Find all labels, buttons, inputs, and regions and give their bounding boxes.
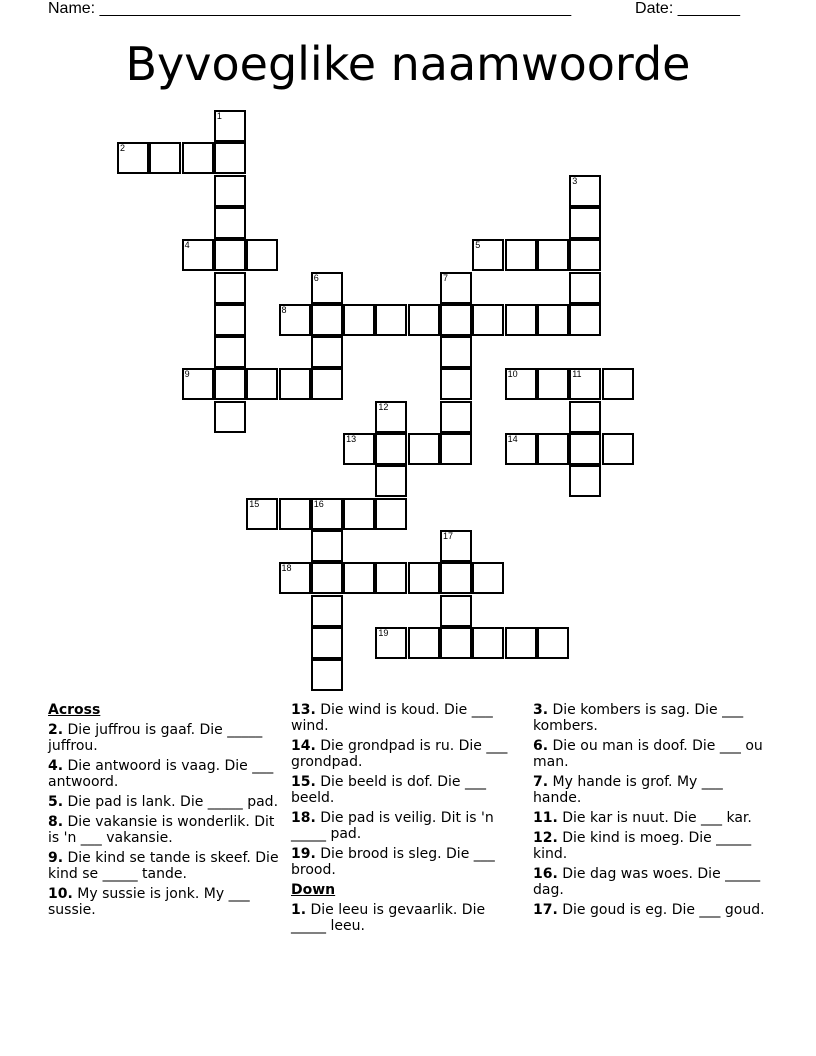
grid-cell[interactable]: [214, 142, 246, 174]
grid-cell[interactable]: [440, 433, 472, 465]
clue-number: 16: [313, 498, 324, 509]
grid-cell[interactable]: [569, 272, 601, 304]
grid-cell[interactable]: [440, 336, 472, 368]
grid-cell[interactable]: [602, 433, 634, 465]
clue-number: 2: [120, 143, 126, 154]
clue-number: 4: [184, 240, 190, 251]
grid-cell[interactable]: [569, 368, 601, 400]
grid-cell[interactable]: [408, 304, 440, 336]
clue-down-11: 11. Die kar is nuut. Die ___ kar.: [533, 810, 752, 826]
clues-column-3: [533, 702, 765, 922]
grid-cell[interactable]: [569, 207, 601, 239]
grid-cell[interactable]: [311, 272, 343, 304]
grid-cell[interactable]: [537, 433, 569, 465]
page-title: Byvoeglike naamwoorde: [125, 37, 691, 91]
clues-column-1: [48, 702, 280, 922]
grid-cell[interactable]: [246, 239, 278, 271]
grid-cell[interactable]: [505, 433, 537, 465]
grid-cell[interactable]: [505, 304, 537, 336]
grid-cell[interactable]: [182, 142, 214, 174]
clue-across-15: 15. Die beeld is dof. Die ___ beeld.: [291, 774, 486, 806]
grid-cell[interactable]: [602, 368, 634, 400]
grid-cell[interactable]: [311, 530, 343, 562]
grid-cell[interactable]: [117, 142, 149, 174]
grid-cell[interactable]: [440, 304, 472, 336]
clue-number: 13: [346, 434, 357, 444]
clues-column-2: [291, 702, 523, 938]
clue-number: 11: [572, 369, 582, 380]
clue-number: 12: [378, 401, 389, 412]
grid-cell[interactable]: [311, 595, 343, 627]
grid-cell[interactable]: [537, 368, 569, 400]
clue-number: 18: [281, 563, 292, 574]
grid-cell[interactable]: [440, 562, 472, 594]
grid-cell[interactable]: [375, 627, 407, 659]
grid-cell[interactable]: [214, 401, 246, 433]
grid-cell[interactable]: [569, 401, 601, 433]
clue-number: 10: [507, 369, 518, 380]
grid-cell[interactable]: [440, 272, 472, 304]
clue-across-14: 14. Die grondpad is ru. Die ___ grondpad.: [291, 738, 508, 770]
grid-cell[interactable]: [214, 304, 246, 336]
grid-cell[interactable]: [440, 595, 472, 627]
worksheet-header: [48, 0, 740, 20]
grid-cell[interactable]: [214, 207, 246, 239]
clue-down-7: 7. My hande is grof. My ___ hande.: [533, 774, 723, 806]
grid-cell[interactable]: [311, 627, 343, 659]
grid-cell[interactable]: [279, 562, 311, 594]
grid-cell[interactable]: [505, 368, 537, 400]
clue-down-6: 6. Die ou man is doof. Die ___ ou man.: [533, 738, 763, 770]
clue-across-5: 5. Die pad is lank. Die _____ pad.: [48, 794, 279, 810]
clue-number: 7: [443, 272, 449, 283]
grid-cell[interactable]: [279, 304, 311, 336]
clue-across-4: 4. Die antwoord is vaag. Die ___ antwoord.: [48, 758, 274, 790]
grid-cell[interactable]: [505, 627, 537, 659]
grid-cell[interactable]: [472, 304, 504, 336]
clue-number: 17: [443, 530, 454, 541]
clue-across-18: 18. Die pad is veilig. Dit is 'n _____ pad.: [291, 810, 494, 842]
grid-cell[interactable]: [214, 239, 246, 271]
grid-cell[interactable]: [440, 401, 472, 433]
grid-cell[interactable]: [246, 498, 278, 530]
clue-across-13: 13. Die wind is koud. Die ___ wind.: [291, 702, 493, 734]
grid-cell[interactable]: [569, 304, 601, 336]
grid-cell[interactable]: [569, 239, 601, 271]
grid-cell[interactable]: [375, 401, 407, 433]
clue-across-10: 10. My sussie is jonk. My ___ sussie.: [48, 886, 250, 918]
grid-cell[interactable]: [214, 368, 246, 400]
grid-cell[interactable]: [311, 498, 343, 530]
grid-cell[interactable]: [343, 562, 375, 594]
grid-cell[interactable]: [569, 433, 601, 465]
clue-across-8: 8. Die vakansie is wonderlik. Dit is 'n ___ vakansie.: [48, 814, 275, 846]
grid-cell[interactable]: [343, 498, 375, 530]
grid-cell[interactable]: [569, 465, 601, 497]
clue-across-2: 2. Die juffrou is gaaf. Die _____ juffrou.: [48, 722, 263, 754]
grid-cell[interactable]: [214, 272, 246, 304]
grid-cell[interactable]: [537, 304, 569, 336]
grid-cell[interactable]: [375, 433, 407, 465]
grid-cell[interactable]: [408, 562, 440, 594]
across-heading: Across: [48, 702, 101, 718]
clue-down-3: 3. Die kombers is sag. Die ___ kombers.: [533, 702, 744, 734]
grid-cell[interactable]: [440, 368, 472, 400]
date-line: Date: _______: [635, 0, 740, 17]
grid-cell[interactable]: [343, 304, 375, 336]
clue-number: 9: [184, 369, 190, 380]
grid-cell[interactable]: [472, 627, 504, 659]
grid-cell[interactable]: [472, 562, 504, 594]
name-line: Name: _____________________________________________________: [48, 0, 572, 17]
grid-cell[interactable]: [214, 175, 246, 207]
grid-cell[interactable]: [149, 142, 181, 174]
clue-number: 19: [378, 627, 389, 638]
grid-cell[interactable]: [343, 433, 375, 465]
grid-cell[interactable]: [537, 627, 569, 659]
clue-down-17: 17. Die goud is eg. Die ___ goud.: [533, 902, 765, 918]
grid-cell[interactable]: [375, 562, 407, 594]
grid-cell[interactable]: [279, 368, 311, 400]
grid-cell[interactable]: [311, 562, 343, 594]
grid-cell[interactable]: [569, 175, 601, 207]
grid-cell[interactable]: [408, 433, 440, 465]
grid-cell[interactable]: [182, 239, 214, 271]
grid-cell[interactable]: [537, 239, 569, 271]
down-heading: Down: [291, 882, 336, 898]
grid-cell[interactable]: [408, 627, 440, 659]
clue-number: 5: [475, 240, 481, 251]
grid-cell[interactable]: [440, 627, 472, 659]
clue-number: 14: [507, 434, 518, 444]
grid-cell[interactable]: [214, 110, 246, 142]
grid-cell[interactable]: [472, 239, 504, 271]
clue-number: 6: [313, 272, 319, 283]
grid-cell[interactable]: [311, 368, 343, 400]
grid-cell[interactable]: [182, 368, 214, 400]
clue-number: 3: [572, 175, 578, 186]
clue-across-9: 9. Die kind se tande is skeef. Die kind se _____ tande.: [48, 850, 279, 882]
grid-cell[interactable]: [375, 498, 407, 530]
grid-cell[interactable]: [214, 336, 246, 368]
grid-cell[interactable]: [505, 239, 537, 271]
grid-cell[interactable]: [440, 530, 472, 562]
grid-cell[interactable]: [311, 336, 343, 368]
clue-down-16: 16. Die dag was woes. Die _____ dag.: [533, 866, 761, 898]
grid-cell[interactable]: [311, 304, 343, 336]
clue-number: 1: [216, 111, 222, 121]
grid-cell[interactable]: [246, 368, 278, 400]
grid-cell[interactable]: [375, 304, 407, 336]
grid-cell[interactable]: [311, 659, 343, 691]
clue-number: 8: [281, 304, 287, 315]
clue-across-19: 19. Die brood is sleg. Die ___ brood.: [291, 846, 495, 878]
grid-cell[interactable]: [279, 498, 311, 530]
clue-number: 15: [249, 498, 260, 509]
grid-cell[interactable]: [375, 465, 407, 497]
clue-down-12: 12. Die kind is moeg. Die _____ kind.: [533, 830, 752, 862]
clue-down-1: 1. Die leeu is gevaarlik. Die _____ leeu.: [291, 902, 486, 934]
